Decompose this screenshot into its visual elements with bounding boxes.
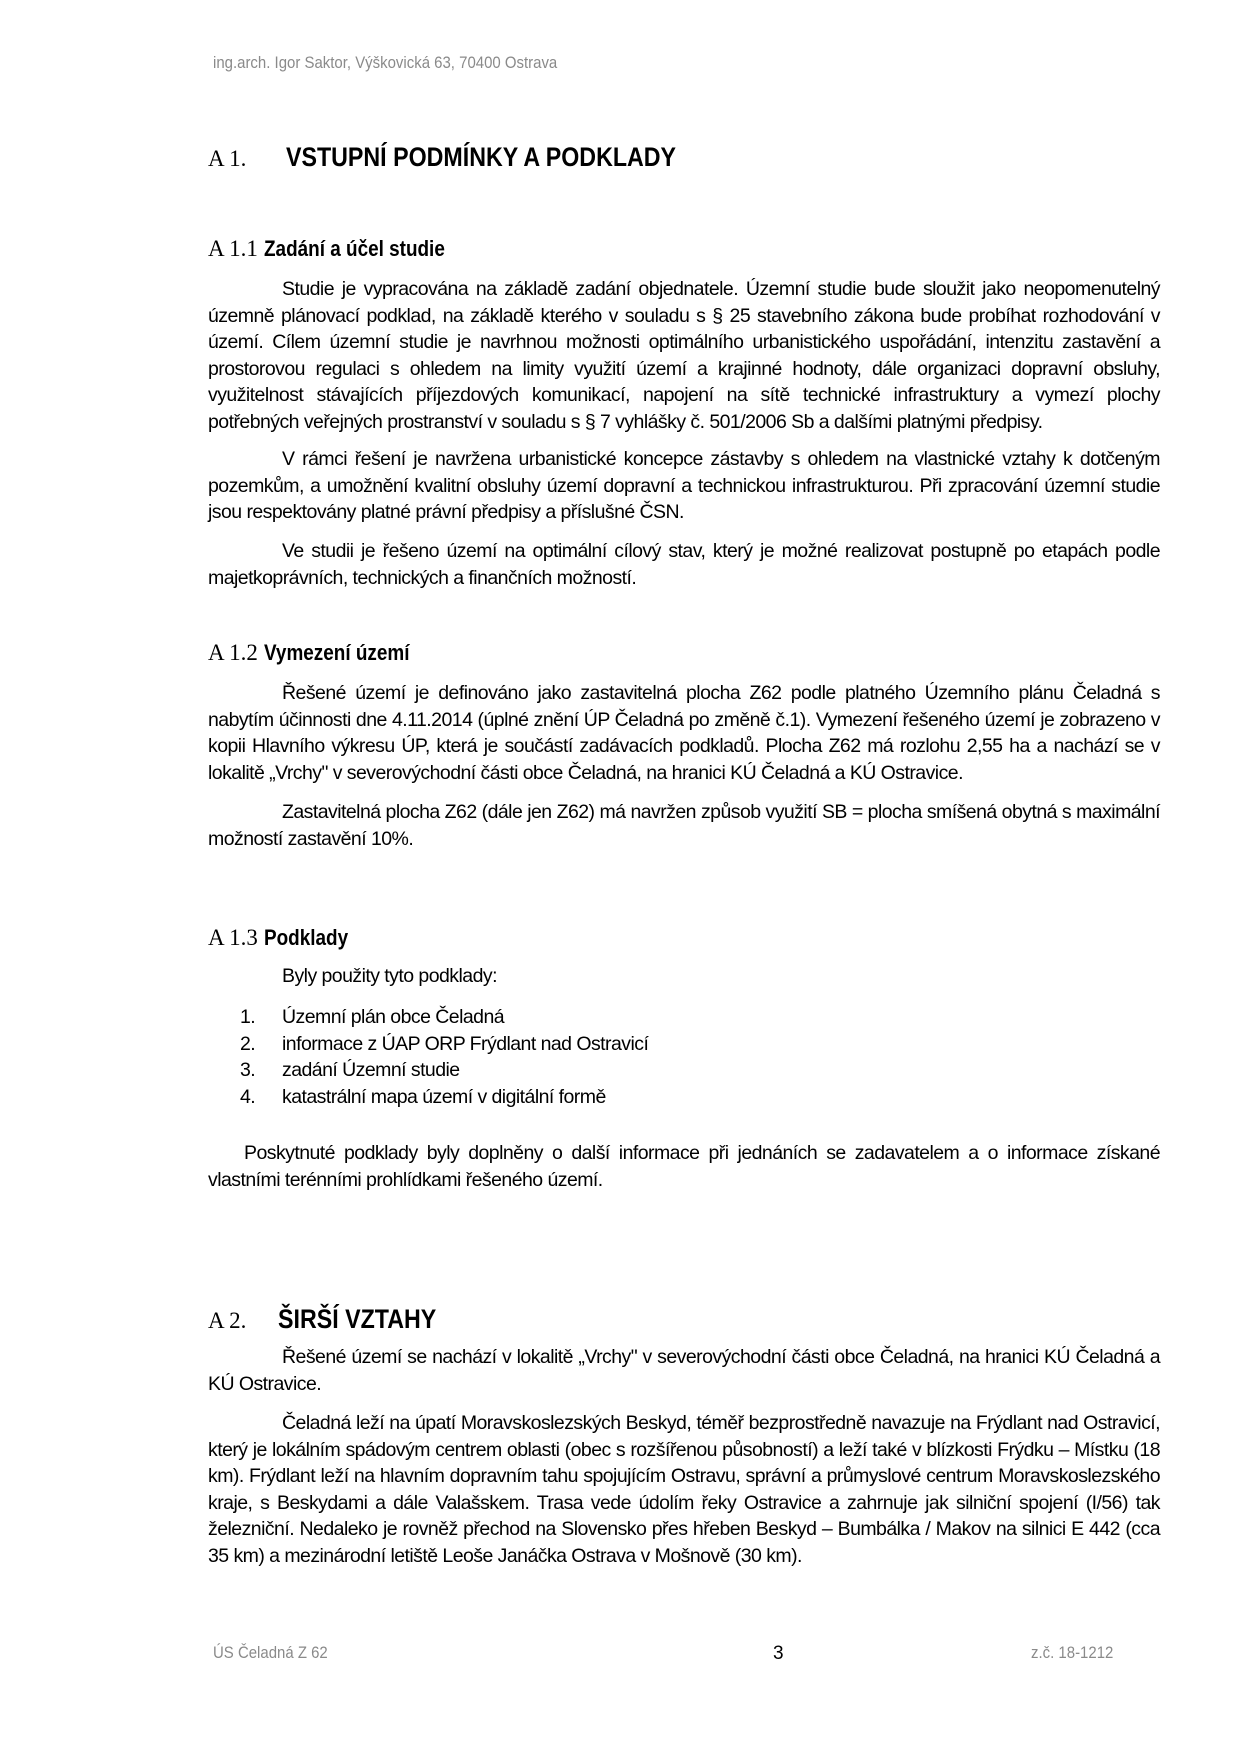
section-title: ŠIRŠÍ VZTAHY — [278, 1304, 437, 1334]
footer-doc-name: ÚS Čeladná Z 62 — [213, 1643, 328, 1662]
subsection-title: Vymezení území — [263, 640, 410, 665]
section-title: VSTUPNÍ PODMÍNKY A PODKLADY — [286, 142, 677, 172]
section-heading-a1 — [208, 142, 740, 173]
footer-order-number: z.č. 18-1212 — [1031, 1643, 1114, 1662]
paragraph: Studie je vypracována na základě zadání objednatele. Územní studie bude sloužit jako neopomenutelný územně plánovací podklad, na základě kterého v souladu s § 25 stavebního zákona bude probíhat rozhodování v území. Cílem územní studie je navrhnou možnosti optimálního urbanistického uspořádání, intenzitu zastavění a prostorovou regulaci s ohledem na limity využití území a krajinné hodnoty, dále organizaci dopravní obsluhy, využitelnost stávajících příjezdových komunikací, napojení na sítě technické infrastruktury a vymezí plochy potřebných veřejných prostranství v souladu s § 7 vyhlášky č. 501/2006 Sb a dalšími platnými předpisy. — [208, 278, 1160, 433]
paragraph: Ve studii je řešeno území na optimální cílový stav, který je možné realizovat postupně po etapách podle majetkoprávních, technických a finančních možností. — [208, 540, 1160, 589]
subsection-title: Zadání a účel studie — [263, 236, 445, 261]
paragraph: Zastavitelná plocha Z62 (dále jen Z62) má navržen způsob využití SB = plocha smíšená obytná s maximální možností zastavění 10%. — [208, 801, 1160, 850]
page-header: ing.arch. Igor Saktor, Výškovická 63, 70400 Ostrava — [213, 53, 558, 72]
list-intro: Byly použity tyto podklady: — [282, 965, 497, 987]
subsection-heading-a11 — [208, 236, 474, 262]
list-item: 3. zadání Územní studie — [240, 1059, 460, 1081]
paragraph: Čeladná leží na úpatí Moravskoslezských Beskyd, téměř bezprostředně navazuje na Frýdlant nad Ostravicí, který je lokálním spádovým centrem oblasti (obec s rozšířenou působností) a leží také v blízkosti Frýdku – Místku (18 km). Frýdlant leží na hlavním dopravním tahu spojujícím Ostravu, správní a průmyslové centrum Moravskoslezského kraje, s Beskydami a dále Valašskem. Trasa vede údolím řeky Ostravice a zahrnuje jak silniční spojení (I/56) tak železniční. Nedaleko je rovněž přechod na Slovensko přes hřeben Beskyd – Bumbálka / Makov na silnici E 442 (cca 35 km) a mezinárodní letiště Leoše Janáčka Ostrava v Mošnově (30 km). — [208, 1412, 1160, 1567]
paragraph: Řešené území se nachází v lokalitě „Vrchy" v severovýchodní části obce Čeladná, na hranici KÚ Čeladná a KÚ Ostravice. — [208, 1346, 1160, 1395]
list-item: 1. Územní plán obce Čeladná — [240, 1006, 505, 1028]
section-number: A 2. — [208, 1308, 247, 1333]
paragraph: Poskytnuté podklady byly doplněny o další informace při jednáních se zadavatelem a o informace získané vlastními terénními prohlídkami řešeného území. — [208, 1142, 1160, 1191]
paragraph: V rámci řešení je navržena urbanistické koncepce zástavby s ohledem na vlastnické vztahy k dotčeným pozemkům, a umožnění kvalitní obsluhy území dopravní a technickou infrastrukturou. Při zpracování územní studie jsou respektovány platné právní předpisy a příslušné ČSN. — [208, 448, 1160, 524]
subsection-heading-a13 — [208, 925, 362, 951]
subsection-heading-a12 — [208, 640, 433, 666]
paragraph: Řešené území je definováno jako zastavitelná plocha Z62 podle platného Územního plánu Čeladná s nabytím účinnosti dne 4.11.2014 (úplné znění ÚP Čeladná po změně č.1). Vymezení řešeného území je zobrazeno v kopii Hlavního výkresu ÚP, která je součástí zadávacích podkladů. Plocha Z62 má rozlohu 2,55 ha a nachází se v lokalitě „Vrchy" v severovýchodní části obce Čeladná, na hranici KÚ Čeladná a KÚ Ostravice. — [208, 682, 1160, 784]
subsection-number: A 1.3 — [208, 925, 258, 950]
subsection-number: A 1.1 — [208, 236, 258, 261]
section-number: A 1. — [208, 146, 247, 171]
section-heading-a2 — [208, 1304, 462, 1335]
subsection-number: A 1.2 — [208, 640, 258, 665]
page-number: 3 — [773, 1643, 784, 1664]
list-item: 2. informace z ÚAP ORP Frýdlant nad Ostravicí — [240, 1032, 649, 1055]
subsection-title: Podklady — [263, 925, 348, 950]
list-item: 4. katastrální mapa území v digitální formě — [240, 1085, 606, 1108]
sources-list — [240, 1004, 648, 1110]
